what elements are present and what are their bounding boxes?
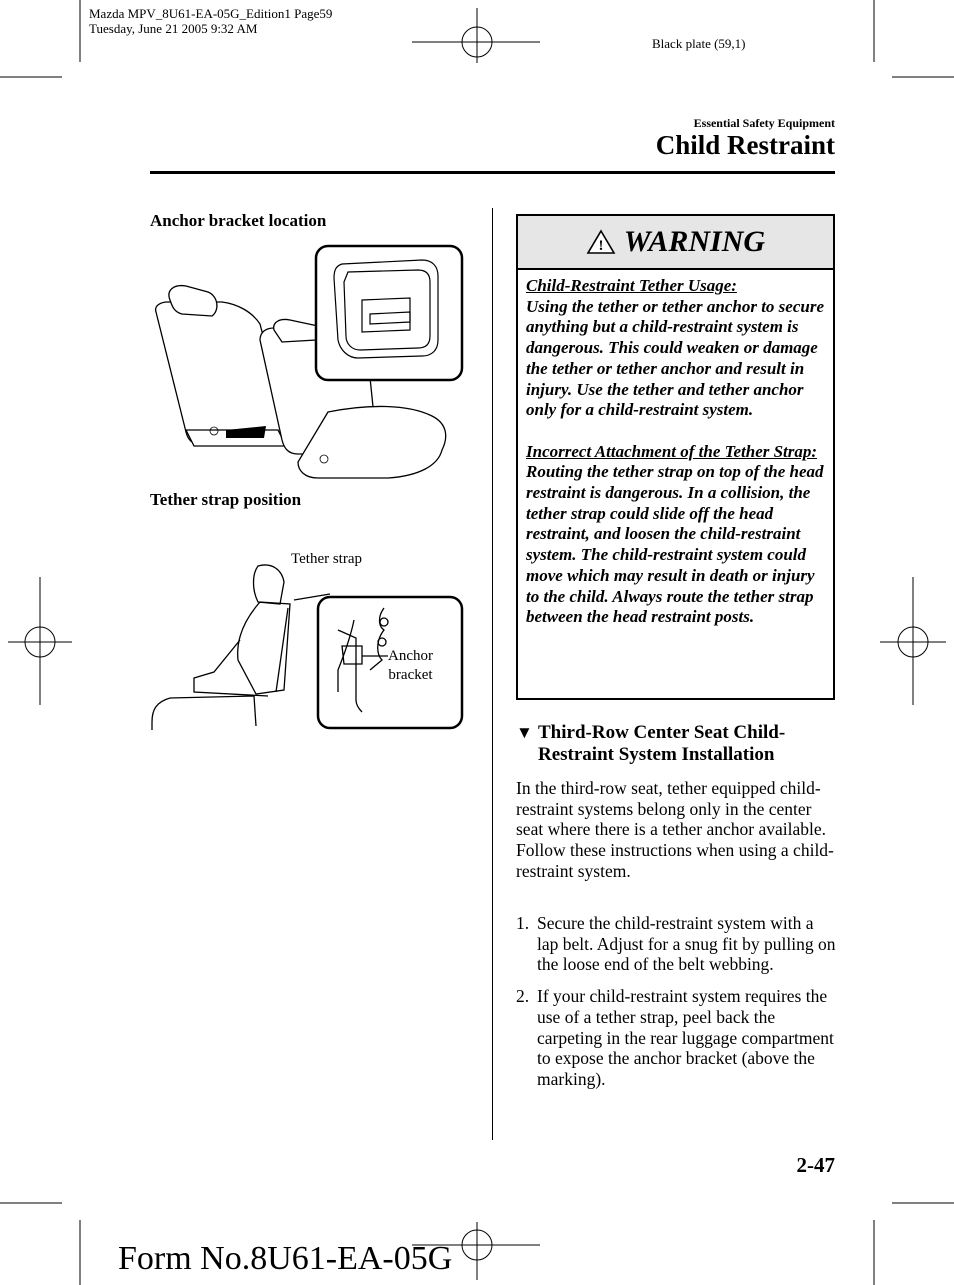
section-marker: ▼ — [516, 723, 533, 742]
section-heading-text: Third-Row Center Seat Child-Restraint System Installation — [538, 722, 786, 765]
callout-anchor-line2: bracket — [388, 667, 433, 683]
step-text: Secure the child-restraint system with a lap belt. Adjust for a snug fit by pulling on the loose end of the belt webbing. — [537, 913, 836, 975]
step-number: 2. — [516, 986, 530, 1007]
warning-body — [518, 270, 833, 636]
form-number: Form No.8U61-EA-05G — [118, 1240, 453, 1277]
column-divider — [492, 208, 493, 1140]
warning-title: WARNING — [623, 225, 766, 258]
warning-text-tether-usage: Using the tether or tether anchor to secure anything but a child-restraint system is dangerous. This could weaken or damage the tether or tether anchor and result in injury. Use the tether and tether anchor only for a child-restraint system. — [526, 296, 824, 420]
plate-label: Black plate (59,1) — [652, 36, 746, 51]
file-line: Mazda MPV_8U61-EA-05G_Edition1 Page59 — [89, 6, 333, 21]
page-title: Child Restraint — [655, 130, 835, 160]
section-heading — [516, 722, 836, 766]
intro-text-2: Follow these instructions when using a child-restraint system. — [516, 840, 834, 881]
step-text: If your child-restraint system requires the use of a tether strap, peel back the carpeting in the rear luggage compartment to expose the anchor bracket (above the marking). — [537, 986, 834, 1089]
step-number: 1. — [516, 913, 530, 933]
warning-triangle-icon — [586, 229, 616, 255]
callout-anchor-line1: Anchor — [388, 648, 433, 664]
warning-text-incorrect-attachment: Routing the tether strap on top of the head restraint is dangerous. In a collision, the tether strap could slide off the head restraint, and loosen the child-restraint system. The child-restraint system could move which may result in death or injury to the child. Always route the tether strap between the head restraint posts. — [526, 462, 824, 627]
page-number: 2-47 — [796, 1153, 835, 1177]
callout-tether-strap: Tether strap — [291, 551, 363, 567]
section-label: Essential Safety Equipment — [693, 116, 835, 130]
callout-anchor-bracket — [388, 647, 433, 685]
svg-text:!: ! — [598, 238, 604, 254]
figure-label-tether-strap: Tether strap position — [150, 490, 302, 509]
figure-label-anchor-bracket: Anchor bracket location — [150, 211, 327, 230]
intro-text: In the third-row seat, tether equipped child-restraint systems belong only in the center seat where there is a tether anchor available. — [516, 778, 826, 840]
file-info — [89, 6, 332, 36]
warning-box — [516, 214, 835, 700]
list-item — [516, 913, 838, 975]
title-rule — [150, 171, 835, 174]
section-intro — [516, 778, 834, 882]
list-item — [516, 986, 838, 1090]
steps-list — [516, 913, 838, 1090]
anchor-bracket-illustration — [148, 240, 468, 485]
warning-heading-tether-usage: Child-Restraint Tether Usage: — [526, 276, 737, 295]
warning-heading-incorrect-attachment: Incorrect Attachment of the Tether Strap: — [526, 441, 818, 461]
warning-header — [518, 216, 833, 270]
date-line: Tuesday, June 21 2005 9:32 AM — [89, 21, 258, 36]
